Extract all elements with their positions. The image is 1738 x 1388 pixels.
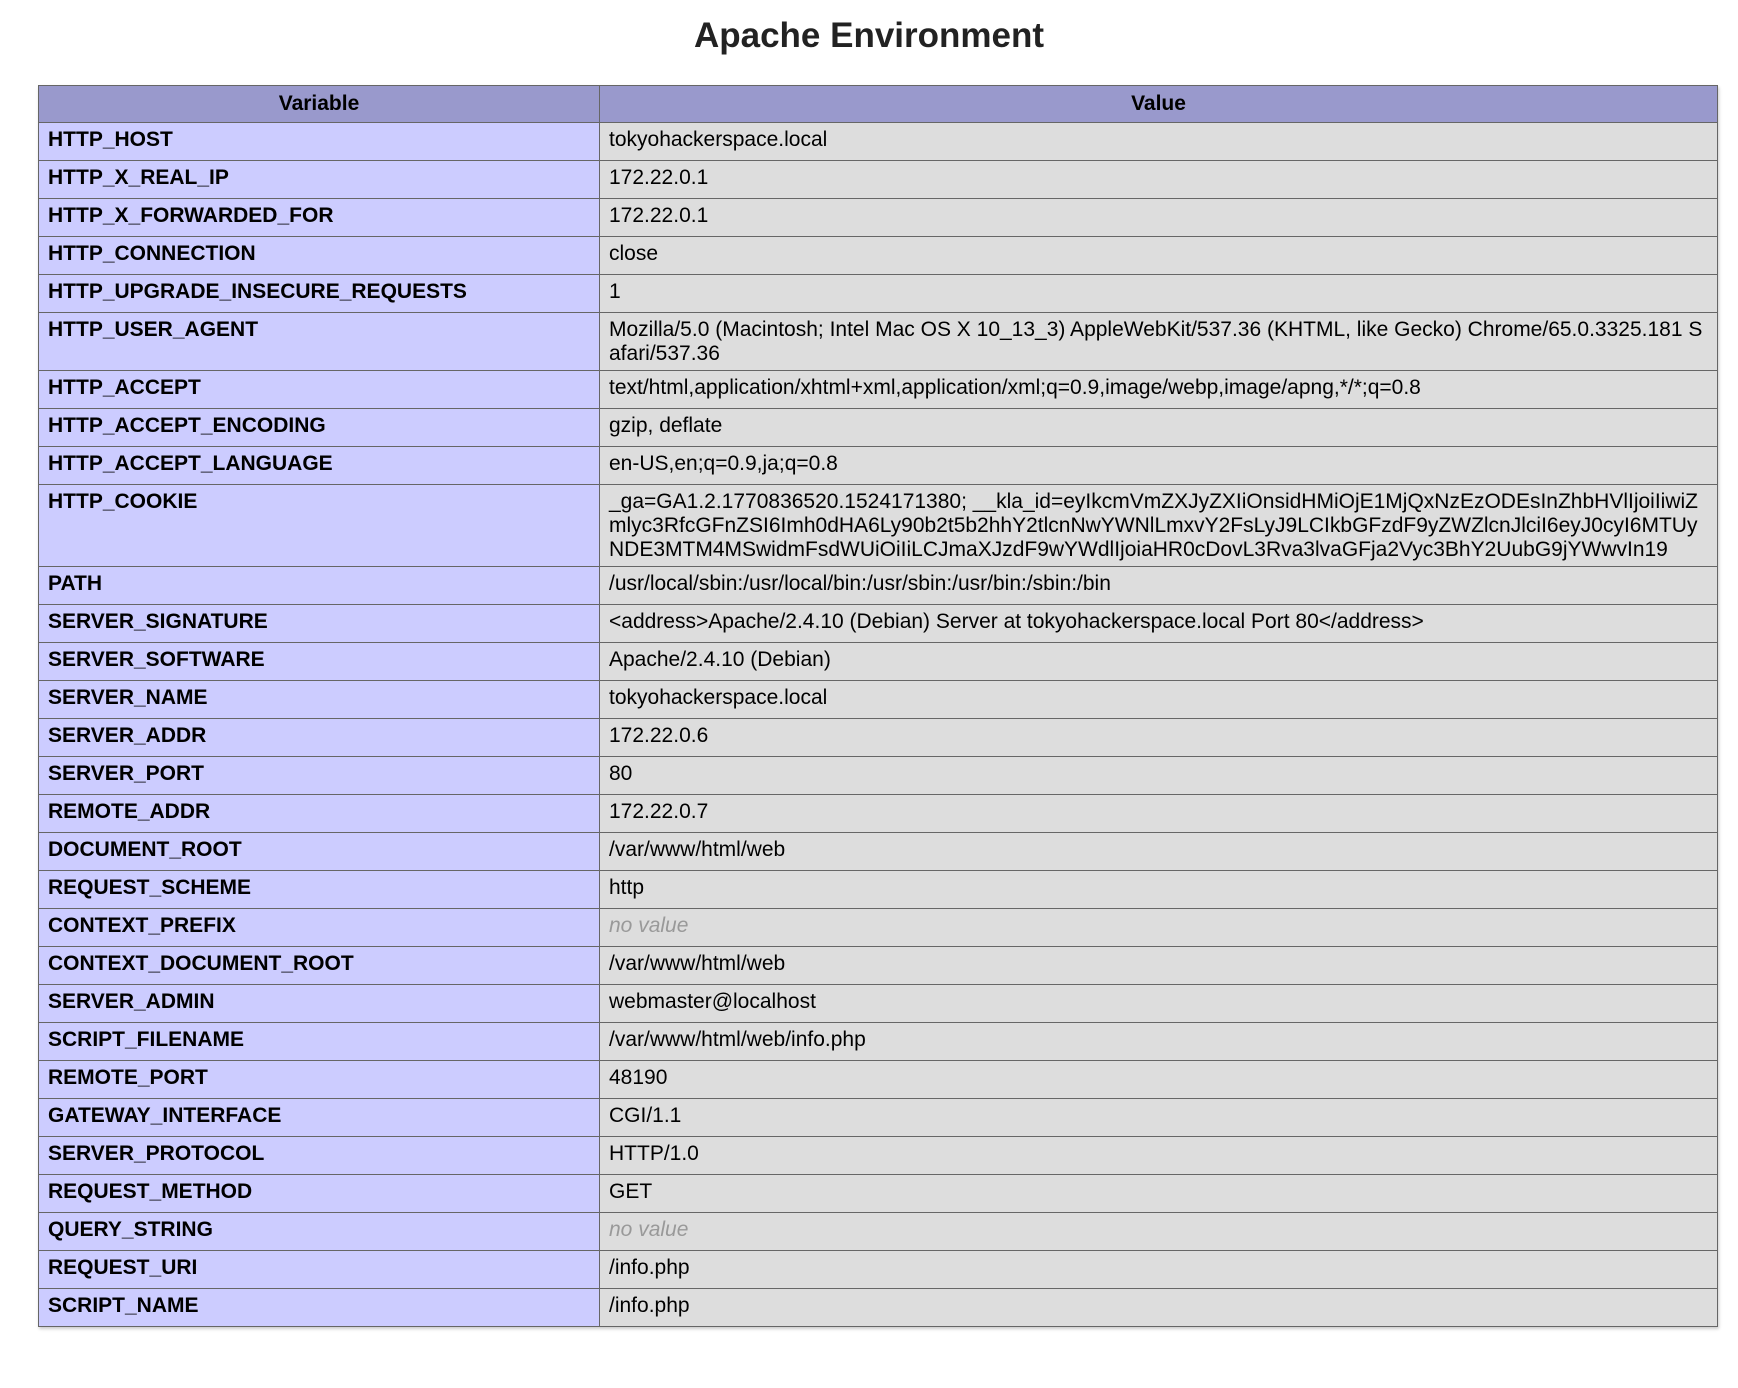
table-row	[39, 123, 1718, 161]
variable-name: SERVER_ADDR	[39, 719, 600, 757]
variable-value: 172.22.0.7	[600, 795, 1718, 833]
variable-value: <address>Apache/2.4.10 (Debian) Server at tokyohackerspace.local Port 80</address>	[600, 605, 1718, 643]
variable-name: SCRIPT_NAME	[39, 1289, 600, 1327]
variable-value: Mozilla/5.0 (Macintosh; Intel Mac OS X 10_13_3) AppleWebKit/537.36 (KHTML, like Gecko) Chrome/65.0.3325.181 Safari/537.36	[600, 313, 1718, 371]
apache-environment-table	[38, 85, 1718, 1327]
table-row	[39, 485, 1718, 567]
table-row	[39, 447, 1718, 485]
variable-value: Apache/2.4.10 (Debian)	[600, 643, 1718, 681]
variable-value: tokyohackerspace.local	[600, 123, 1718, 161]
table-header-row	[39, 86, 1718, 123]
variable-name: SERVER_SIGNATURE	[39, 605, 600, 643]
table-row	[39, 199, 1718, 237]
variable-value: /var/www/html/web	[600, 833, 1718, 871]
table-row	[39, 275, 1718, 313]
table-row	[39, 1213, 1718, 1251]
variable-value: 48190	[600, 1061, 1718, 1099]
variable-value: 172.22.0.1	[600, 161, 1718, 199]
variable-value: close	[600, 237, 1718, 275]
table-row	[39, 1023, 1718, 1061]
table-row	[39, 237, 1718, 275]
table-row	[39, 1251, 1718, 1289]
variable-name: HTTP_X_REAL_IP	[39, 161, 600, 199]
table-row	[39, 833, 1718, 871]
variable-value: gzip, deflate	[600, 409, 1718, 447]
variable-name: PATH	[39, 567, 600, 605]
variable-name: SERVER_NAME	[39, 681, 600, 719]
variable-name: REQUEST_METHOD	[39, 1175, 600, 1213]
variable-value: GET	[600, 1175, 1718, 1213]
table-row	[39, 371, 1718, 409]
table-row	[39, 1061, 1718, 1099]
variable-name: SERVER_SOFTWARE	[39, 643, 600, 681]
variable-name: HTTP_HOST	[39, 123, 600, 161]
variable-name: QUERY_STRING	[39, 1213, 600, 1251]
table-row	[39, 1099, 1718, 1137]
table-body	[39, 123, 1718, 1327]
variable-name: SERVER_ADMIN	[39, 985, 600, 1023]
variable-name: REQUEST_SCHEME	[39, 871, 600, 909]
variable-name: DOCUMENT_ROOT	[39, 833, 600, 871]
variable-value: /usr/local/sbin:/usr/local/bin:/usr/sbin:/usr/bin:/sbin:/bin	[600, 567, 1718, 605]
variable-name: HTTP_ACCEPT_LANGUAGE	[39, 447, 600, 485]
variable-name: REMOTE_ADDR	[39, 795, 600, 833]
table-row	[39, 1289, 1718, 1327]
variable-name: HTTP_USER_AGENT	[39, 313, 600, 371]
variable-value: webmaster@localhost	[600, 985, 1718, 1023]
variable-value: no value	[600, 909, 1718, 947]
table-row	[39, 643, 1718, 681]
variable-value: HTTP/1.0	[600, 1137, 1718, 1175]
variable-value: 80	[600, 757, 1718, 795]
variable-value: /info.php	[600, 1289, 1718, 1327]
variable-value: CGI/1.1	[600, 1099, 1718, 1137]
table-row	[39, 985, 1718, 1023]
table-row	[39, 947, 1718, 985]
variable-value: tokyohackerspace.local	[600, 681, 1718, 719]
table-row	[39, 409, 1718, 447]
variable-name: HTTP_X_FORWARDED_FOR	[39, 199, 600, 237]
variable-name: SERVER_PORT	[39, 757, 600, 795]
variable-value: 1	[600, 275, 1718, 313]
variable-name: HTTP_COOKIE	[39, 485, 600, 567]
variable-value: /var/www/html/web	[600, 947, 1718, 985]
variable-name: CONTEXT_DOCUMENT_ROOT	[39, 947, 600, 985]
variable-value: 172.22.0.1	[600, 199, 1718, 237]
variable-name: HTTP_ACCEPT	[39, 371, 600, 409]
variable-name: HTTP_ACCEPT_ENCODING	[39, 409, 600, 447]
variable-name: HTTP_CONNECTION	[39, 237, 600, 275]
variable-value: /info.php	[600, 1251, 1718, 1289]
variable-value: /var/www/html/web/info.php	[600, 1023, 1718, 1061]
variable-value: _ga=GA1.2.1770836520.1524171380; __kla_id=eyIkcmVmZXJyZXIiOnsidHMiOjE1MjQxNzEzODEsInZhbHVlIjoiIiwiZmlyc3RfcGFnZSI6Imh0dHA6Ly90b2t5b2hhY2tlcnNwYWNlLmxvY2FsLyJ9LCIkbGFzdF9yZWZlcnJlciI6eyJ0cyI6MTUyNDE3MTM4MSwidmFsdWUiOiIiLCJmaXJzdF9wYWdlIjoiaHR0cDovL3Rva3lvaGFja2Vyc3BhY2UubG9jYWwvIn19	[600, 485, 1718, 567]
table-row	[39, 313, 1718, 371]
variable-name: SERVER_PROTOCOL	[39, 1137, 600, 1175]
table-row	[39, 1137, 1718, 1175]
table-row	[39, 605, 1718, 643]
table-row	[39, 567, 1718, 605]
variable-name: SCRIPT_FILENAME	[39, 1023, 600, 1061]
variable-value: 172.22.0.6	[600, 719, 1718, 757]
variable-value: http	[600, 871, 1718, 909]
table-row	[39, 871, 1718, 909]
variable-name: REMOTE_PORT	[39, 1061, 600, 1099]
variable-name: HTTP_UPGRADE_INSECURE_REQUESTS	[39, 275, 600, 313]
variable-value: text/html,application/xhtml+xml,application/xml;q=0.9,image/webp,image/apng,*/*;q=0.8	[600, 371, 1718, 409]
table-row	[39, 681, 1718, 719]
column-header-value: Value	[600, 86, 1718, 123]
table-row	[39, 1175, 1718, 1213]
variable-value: en-US,en;q=0.9,ja;q=0.8	[600, 447, 1718, 485]
table-row	[39, 719, 1718, 757]
variable-name: REQUEST_URI	[39, 1251, 600, 1289]
table-row	[39, 757, 1718, 795]
variable-value: no value	[600, 1213, 1718, 1251]
table-row	[39, 161, 1718, 199]
table-row	[39, 909, 1718, 947]
table-row	[39, 795, 1718, 833]
column-header-variable: Variable	[39, 86, 600, 123]
variable-name: CONTEXT_PREFIX	[39, 909, 600, 947]
variable-name: GATEWAY_INTERFACE	[39, 1099, 600, 1137]
page-title: Apache Environment	[693, 16, 1045, 55]
